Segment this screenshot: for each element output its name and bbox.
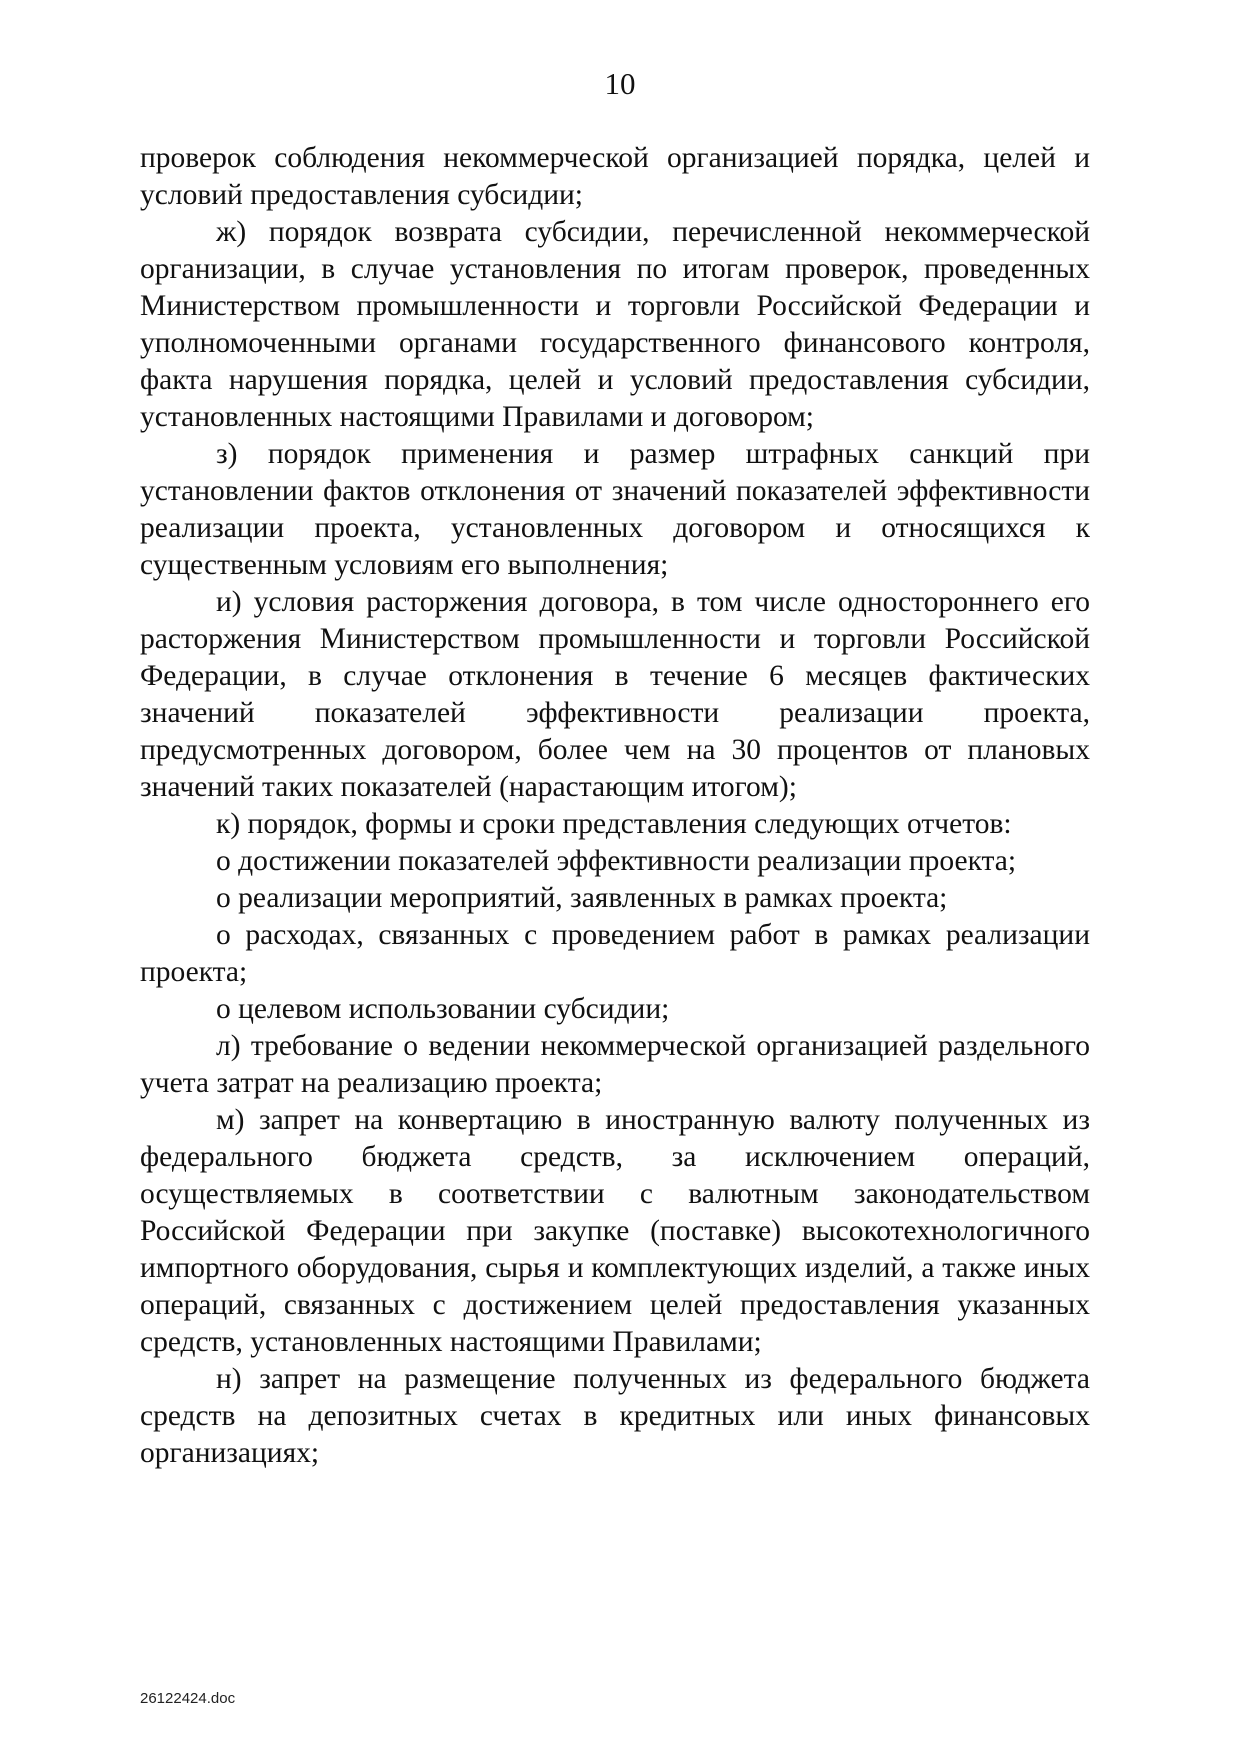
paragraph-report-4: о целевом использовании субсидии; [216,993,670,1025]
paragraph-item-n: н) запрет на размещение полученных из федерального бюджета средств на депозитных счетах в кредитных или иных финансовых организациях; [140,1363,1090,1469]
paragraph-item-zh: ж) порядок возврата субсидии, перечисленной некоммерческой организации, в случае установления по итогам проверок, проведенных Министерством промышленности и торговли Российской Федерации и уполномоченными органами государственного финансового контроля, факта нарушения порядка, целей и условий предоставления субсидии, установленных настоящими Правилами и договором; [140,216,1090,433]
paragraph-item-z: з) порядок применения и размер штрафных санкций при установлении фактов отклонения от значений показателей эффективности реализации проекта, установленных договором и относящихся к существенным условиям его выполнения; [140,438,1090,581]
paragraph-item-k: к) порядок, формы и сроки представления следующих отчетов: [216,808,1012,840]
page-number: 10 [604,66,636,101]
paragraph-item-l: л) требование о ведении некоммерческой организацией раздельного учета затрат на реализацию проекта; [140,1030,1090,1099]
paragraph-report-3: о расходах, связанных с проведением работ в рамках реализации проекта; [140,919,1090,988]
document-filename: 26122424.doc [140,1690,236,1707]
paragraph-report-1: о достижении показателей эффективности реализации проекта; [216,845,1017,877]
document-body [140,140,1090,1472]
paragraph-item-i: и) условия расторжения договора, в том числе одностороннего его расторжения Министерством промышленности и торговли Российской Федерации, в случае отклонения в течение 6 месяцев фактических значений показателей эффективности реализации проекта, предусмотренных договором, более чем на 30 процентов от плановых значений таких показателей (нарастающим итогом); [140,586,1090,803]
paragraph-continuation: проверок соблюдения некоммерческой организацией порядка, целей и условий предоставления субсидии; [140,142,1090,211]
paragraph-report-2: о реализации мероприятий, заявленных в рамках проекта; [216,882,948,914]
paragraph-item-m: м) запрет на конвертацию в иностранную валюту полученных из федерального бюджета средств, за исключением операций, осуществляемых в соответствии с валютным законодательством Российской Федерации при закупке (поставке) высокотехнологичного импортного оборудования, сырья и комплектующих изделий, а также иных операций, связанных с достижением целей предоставления указанных средств, установленных настоящими Правилами; [140,1104,1090,1358]
